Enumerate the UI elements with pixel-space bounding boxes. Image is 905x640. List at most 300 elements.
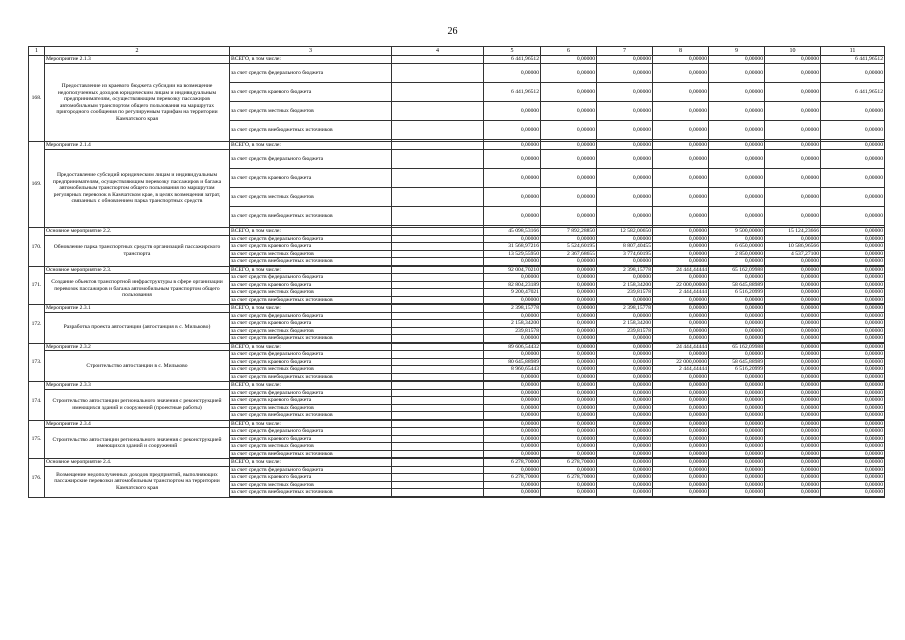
row-number: 173. xyxy=(29,343,45,382)
value-cell: 22 000,00000 xyxy=(653,358,709,366)
empty-cell xyxy=(392,327,484,335)
value-cell: 0,00000 xyxy=(821,358,885,366)
value-cell: 0,00000 xyxy=(821,459,885,467)
value-cell: 0,00000 xyxy=(541,327,597,335)
funding-source: ВСЕГО, в том числе: xyxy=(230,228,392,236)
value-cell: 0,00000 xyxy=(653,459,709,467)
value-cell: 0,00000 xyxy=(709,397,765,405)
value-cell: 0,00000 xyxy=(541,266,597,274)
value-cell: 80 645,88989 xyxy=(484,358,541,366)
value-cell: 0,00000 xyxy=(597,474,653,482)
value-cell: 0,00000 xyxy=(653,382,709,390)
funding-source: за счет средств внебюджетных источников xyxy=(230,335,392,343)
table-row xyxy=(29,343,885,351)
value-cell: 0,00000 xyxy=(653,250,709,258)
value-cell: 0,00000 xyxy=(597,169,653,188)
funding-source: за счет средств краевого бюджета xyxy=(230,281,392,289)
value-cell: 0,00000 xyxy=(484,420,541,428)
value-cell: 6 516,20999 xyxy=(709,289,765,297)
value-cell: 0,00000 xyxy=(597,188,653,207)
funding-source: за счет средств федерального бюджета xyxy=(230,389,392,397)
value-cell: 82 804,23189 xyxy=(484,281,541,289)
value-cell: 0,00000 xyxy=(821,320,885,328)
table-row xyxy=(29,235,885,243)
value-cell: 0,00000 xyxy=(597,296,653,304)
value-cell: 0,00000 xyxy=(709,327,765,335)
value-cell: 0,00000 xyxy=(821,296,885,304)
row-number: 171. xyxy=(29,266,45,305)
value-cell: 0,00000 xyxy=(821,404,885,412)
value-cell: 0,00000 xyxy=(484,397,541,405)
table-row xyxy=(29,459,885,467)
empty-cell xyxy=(392,235,484,243)
empty-cell xyxy=(392,443,484,451)
value-cell: 0,00000 xyxy=(653,274,709,282)
table-row xyxy=(29,56,885,64)
value-cell: 0,00000 xyxy=(821,389,885,397)
funding-source: ВСЕГО, в том числе: xyxy=(230,343,392,351)
measure-title: Мероприятие 2.1.3 xyxy=(45,56,230,64)
value-cell: 0,00000 xyxy=(765,169,821,188)
table-row xyxy=(29,420,885,428)
value-cell: 0,00000 xyxy=(821,228,885,236)
value-cell: 0,00000 xyxy=(484,412,541,420)
value-cell: 0,00000 xyxy=(821,235,885,243)
value-cell: 6 441,96512 xyxy=(484,83,541,102)
value-cell: 0,00000 xyxy=(821,64,885,83)
empty-cell xyxy=(392,207,484,226)
value-cell: 0,00000 xyxy=(597,312,653,320)
value-cell: 9 200,47021 xyxy=(484,289,541,297)
funding-source: за счет средств федерального бюджета xyxy=(230,150,392,169)
empty-cell xyxy=(392,373,484,381)
value-cell: 0,00000 xyxy=(821,351,885,359)
value-cell: 0,00000 xyxy=(484,466,541,474)
value-cell: 0,00000 xyxy=(653,188,709,207)
empty-cell xyxy=(821,496,885,497)
value-cell: 0,00000 xyxy=(597,481,653,489)
value-cell: 0,00000 xyxy=(541,435,597,443)
empty-cell xyxy=(392,435,484,443)
value-cell: 0,00000 xyxy=(541,188,597,207)
measure-title: Мероприятие 2.1.4 xyxy=(45,142,230,150)
value-cell: 3 774,60195 xyxy=(597,250,653,258)
funding-source: за счет средств внебюджетных источников xyxy=(230,121,392,140)
value-cell: 0,00000 xyxy=(821,474,885,482)
measure-description: Создание объектов транспортной инфраструктуры в сфере организации перевозок пассажиров и багажа автомобильным транспортом общего пользования xyxy=(45,274,230,305)
value-cell: 0,00000 xyxy=(709,235,765,243)
value-cell: 0,00000 xyxy=(597,466,653,474)
value-cell: 0,00000 xyxy=(653,412,709,420)
value-cell: 0,00000 xyxy=(597,142,653,150)
value-cell: 0,00000 xyxy=(821,121,885,140)
row-number: 172. xyxy=(29,305,45,344)
measure-description: Возмещение недополученных доходов предприятий, выполняющих пассажирские перевозки автомобильным транспортом на территории Камчатского края xyxy=(45,466,230,497)
value-cell: 0,00000 xyxy=(484,404,541,412)
value-cell: 0,00000 xyxy=(484,188,541,207)
column-number: 2 xyxy=(45,47,230,56)
value-cell: 0,00000 xyxy=(653,428,709,436)
value-cell: 0,00000 xyxy=(541,489,597,497)
value-cell: 6 441,96512 xyxy=(821,83,885,102)
empty-cell xyxy=(392,450,484,458)
empty-cell xyxy=(392,121,484,140)
value-cell: 0,00000 xyxy=(484,312,541,320)
value-cell: 0,00000 xyxy=(653,466,709,474)
value-cell: 0,00000 xyxy=(821,343,885,351)
value-cell: 0,00000 xyxy=(541,235,597,243)
measure-description: Обновление парка транспортных средств организаций пассажирского транспорта xyxy=(45,235,230,266)
value-cell: 0,00000 xyxy=(765,474,821,482)
value-cell: 10 586,96566 xyxy=(765,243,821,251)
empty-cell xyxy=(392,489,484,497)
value-cell: 0,00000 xyxy=(709,459,765,467)
value-cell: 0,00000 xyxy=(541,320,597,328)
value-cell: 0,00000 xyxy=(653,373,709,381)
value-cell: 0,00000 xyxy=(484,428,541,436)
value-cell: 0,00000 xyxy=(484,296,541,304)
value-cell: 0,00000 xyxy=(765,258,821,266)
value-cell: 2 850,00000 xyxy=(709,250,765,258)
value-cell: 0,00000 xyxy=(765,373,821,381)
value-cell: 0,00000 xyxy=(653,420,709,428)
value-cell: 0,00000 xyxy=(765,142,821,150)
value-cell: 0,00000 xyxy=(765,235,821,243)
value-cell: 0,00000 xyxy=(541,207,597,226)
value-cell: 0,00000 xyxy=(653,320,709,328)
value-cell: 0,00000 xyxy=(709,443,765,451)
funding-source: за счет средств местных бюджетов xyxy=(230,327,392,335)
value-cell: 0,00000 xyxy=(709,320,765,328)
funding-source: за счет средств внебюджетных источников xyxy=(230,412,392,420)
measure-title: Мероприятие 2.3.2 xyxy=(45,343,230,351)
value-cell: 0,00000 xyxy=(484,235,541,243)
value-cell: 65 162,09988 xyxy=(709,343,765,351)
table-row xyxy=(29,228,885,236)
value-cell: 0,00000 xyxy=(821,335,885,343)
value-cell: 0,00000 xyxy=(653,305,709,313)
empty-cell xyxy=(392,412,484,420)
value-cell: 0,00000 xyxy=(709,121,765,140)
value-cell: 0,00000 xyxy=(484,389,541,397)
value-cell: 0,00000 xyxy=(653,235,709,243)
value-cell: 0,00000 xyxy=(541,443,597,451)
value-cell: 0,00000 xyxy=(765,64,821,83)
empty-cell xyxy=(392,250,484,258)
value-cell: 0,00000 xyxy=(484,489,541,497)
value-cell: 0,00000 xyxy=(821,382,885,390)
value-cell: 0,00000 xyxy=(653,489,709,497)
value-cell: 0,00000 xyxy=(597,373,653,381)
value-cell: 89 606,54432 xyxy=(484,343,541,351)
funding-source: ВСЕГО, в том числе: xyxy=(230,459,392,467)
funding-source: за счет средств федерального бюджета xyxy=(230,466,392,474)
value-cell: 0,00000 xyxy=(709,169,765,188)
value-cell: 0,00000 xyxy=(765,404,821,412)
value-cell: 0,00000 xyxy=(653,450,709,458)
column-number: 5 xyxy=(484,47,541,56)
value-cell: 0,00000 xyxy=(484,335,541,343)
value-cell: 0,00000 xyxy=(541,466,597,474)
value-cell: 9 500,00000 xyxy=(709,228,765,236)
value-cell: 0,00000 xyxy=(541,281,597,289)
empty-cell xyxy=(392,289,484,297)
measure-description: Строительство автостанции регионального значения с реконструкцией имеющихся зданий и сооружений (проектные работы) xyxy=(45,389,230,420)
funding-source: за счет средств местных бюджетов xyxy=(230,481,392,489)
column-number: 11 xyxy=(821,47,885,56)
value-cell: 0,00000 xyxy=(765,188,821,207)
value-cell: 0,00000 xyxy=(597,121,653,140)
value-cell: 0,00000 xyxy=(709,150,765,169)
value-cell: 0,00000 xyxy=(653,327,709,335)
table-row xyxy=(29,351,885,359)
funding-source: за счет средств внебюджетных источников xyxy=(230,207,392,226)
empty-cell xyxy=(392,397,484,405)
funding-source: за счет средств федерального бюджета xyxy=(230,428,392,436)
value-cell: 0,00000 xyxy=(821,373,885,381)
value-cell: 0,00000 xyxy=(821,450,885,458)
empty-cell xyxy=(392,266,484,274)
column-number: 7 xyxy=(597,47,653,56)
value-cell: 0,00000 xyxy=(541,142,597,150)
value-cell: 0,00000 xyxy=(709,258,765,266)
value-cell: 0,00000 xyxy=(821,466,885,474)
value-cell: 0,00000 xyxy=(484,207,541,226)
value-cell: 12 582,00650 xyxy=(597,228,653,236)
value-cell: 0,00000 xyxy=(709,420,765,428)
empty-cell xyxy=(392,142,484,150)
value-cell: 0,00000 xyxy=(821,142,885,150)
value-cell: 0,00000 xyxy=(541,389,597,397)
value-cell: 0,00000 xyxy=(821,366,885,374)
value-cell: 6 650,00000 xyxy=(709,243,765,251)
value-cell: 0,00000 xyxy=(597,459,653,467)
value-cell: 0,00000 xyxy=(821,243,885,251)
value-cell: 0,00000 xyxy=(541,312,597,320)
value-cell: 0,00000 xyxy=(821,169,885,188)
value-cell: 0,00000 xyxy=(597,412,653,420)
funding-source: за счет средств местных бюджетов xyxy=(230,102,392,121)
value-cell: 0,00000 xyxy=(597,150,653,169)
measure-description: Разработка проекта автостанции (автостанция в с. Мильково) xyxy=(45,312,230,343)
value-cell: 0,00000 xyxy=(653,258,709,266)
value-cell: 0,00000 xyxy=(541,289,597,297)
funding-source: за счет средств местных бюджетов xyxy=(230,289,392,297)
value-cell: 0,00000 xyxy=(541,382,597,390)
value-cell: 7 892,28850 xyxy=(541,228,597,236)
value-cell: 0,00000 xyxy=(597,420,653,428)
value-cell: 0,00000 xyxy=(597,366,653,374)
column-number: 1 xyxy=(29,47,45,56)
table-row xyxy=(29,389,885,397)
value-cell: 0,00000 xyxy=(484,121,541,140)
value-cell: 0,00000 xyxy=(765,296,821,304)
value-cell: 0,00000 xyxy=(765,320,821,328)
value-cell: 0,00000 xyxy=(653,102,709,121)
funding-source: за счет средств внебюджетных источников xyxy=(230,373,392,381)
column-number: 9 xyxy=(709,47,765,56)
value-cell: 0,00000 xyxy=(765,266,821,274)
value-cell: 65 162,09988 xyxy=(709,266,765,274)
value-cell: 0,00000 xyxy=(765,420,821,428)
value-cell: 0,00000 xyxy=(484,481,541,489)
value-cell: 92 004,70210 xyxy=(484,266,541,274)
value-cell: 0,00000 xyxy=(765,481,821,489)
value-cell: 0,00000 xyxy=(484,450,541,458)
value-cell: 0,00000 xyxy=(541,358,597,366)
value-cell: 0,00000 xyxy=(541,296,597,304)
value-cell: 0,00000 xyxy=(653,142,709,150)
value-cell: 0,00000 xyxy=(709,296,765,304)
table-row xyxy=(29,466,885,474)
value-cell: 0,00000 xyxy=(821,266,885,274)
value-cell: 6 441,96512 xyxy=(484,56,541,64)
value-cell: 0,00000 xyxy=(709,274,765,282)
value-cell: 0,00000 xyxy=(709,305,765,313)
value-cell: 0,00000 xyxy=(541,404,597,412)
funding-source: за счет средств федерального бюджета xyxy=(230,274,392,282)
row-number: 168. xyxy=(29,56,45,142)
empty-cell xyxy=(597,496,653,497)
value-cell: 0,00000 xyxy=(597,428,653,436)
value-cell: 0,00000 xyxy=(821,289,885,297)
value-cell: 0,00000 xyxy=(765,102,821,121)
value-cell: 6 278,70000 xyxy=(484,474,541,482)
value-cell: 0,00000 xyxy=(653,397,709,405)
row-number: 174. xyxy=(29,382,45,421)
value-cell: 0,00000 xyxy=(484,169,541,188)
value-cell: 4 537,27100 xyxy=(765,250,821,258)
value-cell: 0,00000 xyxy=(653,404,709,412)
value-cell: 0,00000 xyxy=(597,404,653,412)
value-cell: 2 398,15778 xyxy=(597,266,653,274)
value-cell: 0,00000 xyxy=(653,389,709,397)
column-number: 6 xyxy=(541,47,597,56)
value-cell: 0,00000 xyxy=(709,466,765,474)
value-cell: 0,00000 xyxy=(653,228,709,236)
value-cell: 0,00000 xyxy=(821,250,885,258)
value-cell: 0,00000 xyxy=(709,474,765,482)
value-cell: 2 444,44444 xyxy=(653,289,709,297)
funding-source: за счет средств федерального бюджета xyxy=(230,64,392,83)
funding-source: ВСЕГО, в том числе: xyxy=(230,420,392,428)
measure-description: Строительство автостанции в с. Мильково xyxy=(45,351,230,382)
value-cell: 0,00000 xyxy=(821,489,885,497)
value-cell: 0,00000 xyxy=(765,450,821,458)
empty-cell xyxy=(709,496,765,497)
column-number: 8 xyxy=(653,47,709,56)
table-row xyxy=(29,382,885,390)
value-cell: 2 367,68655 xyxy=(541,250,597,258)
value-cell: 0,00000 xyxy=(821,397,885,405)
value-cell: 0,00000 xyxy=(821,207,885,226)
funding-source: за счет средств внебюджетных источников xyxy=(230,258,392,266)
funding-source: за счет средств федерального бюджета xyxy=(230,235,392,243)
value-cell: 0,00000 xyxy=(597,235,653,243)
value-cell: 0,00000 xyxy=(484,373,541,381)
value-cell: 0,00000 xyxy=(709,207,765,226)
funding-source: за счет средств федерального бюджета xyxy=(230,312,392,320)
value-cell: 0,00000 xyxy=(541,420,597,428)
value-cell: 6 278,70000 xyxy=(541,459,597,467)
value-cell: 0,00000 xyxy=(821,258,885,266)
value-cell: 0,00000 xyxy=(653,83,709,102)
value-cell: 0,00000 xyxy=(541,83,597,102)
value-cell: 0,00000 xyxy=(597,258,653,266)
value-cell: 0,00000 xyxy=(597,382,653,390)
value-cell: 0,00000 xyxy=(653,351,709,359)
value-cell: 6 516,20999 xyxy=(709,366,765,374)
empty-cell xyxy=(392,312,484,320)
value-cell: 0,00000 xyxy=(597,435,653,443)
funding-source: за счет средств краевого бюджета xyxy=(230,474,392,482)
empty-cell xyxy=(392,481,484,489)
measure-title: Мероприятие 2.3.4 xyxy=(45,420,230,428)
empty-cell xyxy=(392,420,484,428)
value-cell: 0,00000 xyxy=(653,243,709,251)
value-cell: 2 398,15778 xyxy=(484,305,541,313)
empty-cell xyxy=(392,320,484,328)
table-row xyxy=(29,142,885,150)
value-cell: 0,00000 xyxy=(541,274,597,282)
value-cell: 0,00000 xyxy=(597,274,653,282)
value-cell: 0,00000 xyxy=(541,150,597,169)
empty-cell xyxy=(392,169,484,188)
value-cell: 0,00000 xyxy=(709,428,765,436)
value-cell: 0,00000 xyxy=(821,102,885,121)
value-cell: 0,00000 xyxy=(765,83,821,102)
funding-source: за счет средств краевого бюджета xyxy=(230,435,392,443)
value-cell: 8 960,65443 xyxy=(484,366,541,374)
measure-title: Основное мероприятие 2.3. xyxy=(45,266,230,274)
measure-title: Мероприятие 2.3.1 xyxy=(45,305,230,313)
measure-description: Строительство автостанции регионального значения с реконструкцией имеющихся зданий и сооружений xyxy=(45,428,230,459)
empty-cell xyxy=(392,382,484,390)
value-cell: 0,00000 xyxy=(765,389,821,397)
value-cell: 15 124,23666 xyxy=(765,228,821,236)
value-cell: 0,00000 xyxy=(597,83,653,102)
value-cell: 0,00000 xyxy=(765,305,821,313)
value-cell: 0,00000 xyxy=(541,366,597,374)
value-cell: 0,00000 xyxy=(709,382,765,390)
empty-cell xyxy=(392,404,484,412)
value-cell: 8 807,40455 xyxy=(597,243,653,251)
value-cell: 0,00000 xyxy=(653,121,709,140)
value-cell: 0,00000 xyxy=(541,305,597,313)
table-row xyxy=(29,274,885,282)
funding-source: ВСЕГО, в том числе: xyxy=(230,142,392,150)
value-cell: 239,81578 xyxy=(484,327,541,335)
value-cell: 0,00000 xyxy=(653,64,709,83)
value-cell: 0,00000 xyxy=(541,121,597,140)
value-cell: 6 278,70000 xyxy=(484,459,541,467)
value-cell: 0,00000 xyxy=(597,335,653,343)
empty-cell xyxy=(392,466,484,474)
measure-title: Основное мероприятие 2.4. xyxy=(45,459,230,467)
value-cell: 0,00000 xyxy=(821,481,885,489)
funding-source: ВСЕГО, в том числе: xyxy=(230,382,392,390)
value-cell: 0,00000 xyxy=(765,466,821,474)
value-cell: 0,00000 xyxy=(765,335,821,343)
value-cell: 0,00000 xyxy=(597,389,653,397)
value-cell: 0,00000 xyxy=(765,489,821,497)
value-cell: 0,00000 xyxy=(709,312,765,320)
column-number: 10 xyxy=(765,47,821,56)
row-number: 175. xyxy=(29,420,45,459)
value-cell: 0,00000 xyxy=(765,443,821,451)
value-cell: 0,00000 xyxy=(765,281,821,289)
measure-title: Основное мероприятие 2.2. xyxy=(45,228,230,236)
